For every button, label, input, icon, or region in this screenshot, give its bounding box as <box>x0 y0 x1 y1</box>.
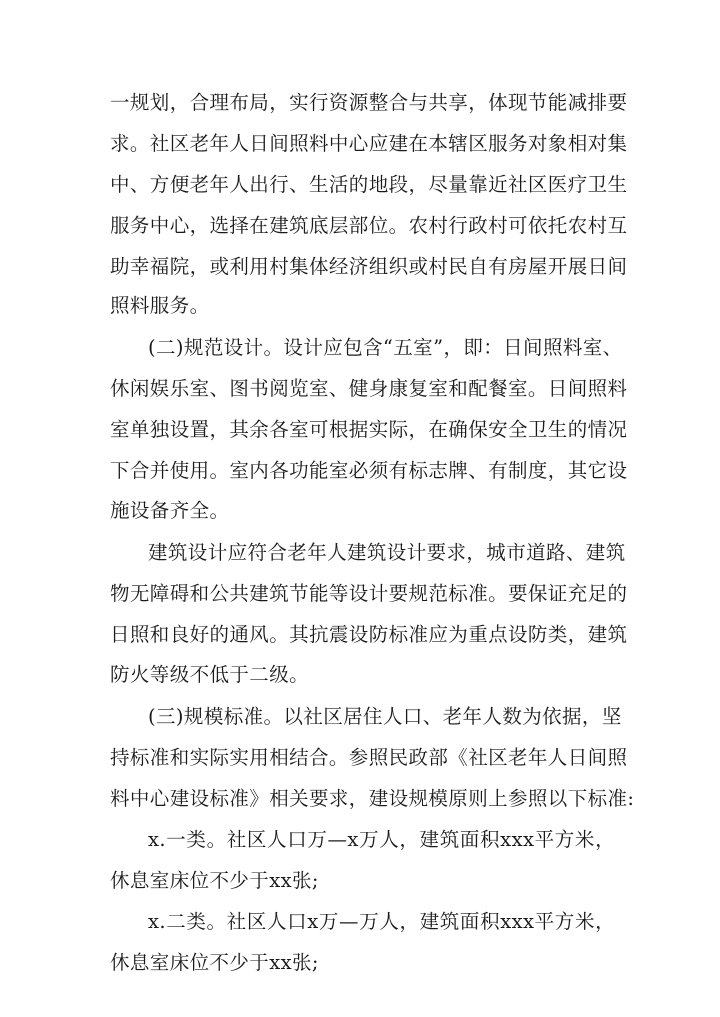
text-line: 一规划，合理布局，实行资源整合与共享，体现节能减排要 <box>110 91 628 114</box>
text-line: 下合并使用。室内各功能室必须有标志牌、有制度，其它设 <box>110 459 628 482</box>
text-line: 中、方便老年人出行、生活的地段，尽量靠近社区医疗卫生 <box>110 173 628 196</box>
paragraph-first-line: 建筑设计应符合老年人建筑设计要求，城市道路、建筑 <box>148 541 626 564</box>
section-heading-line: (三)规模标准。以社区居住人口、老年人数为依据，坚 <box>148 705 622 728</box>
list-item-line: x.二类。社区人口x万—万人，建筑面积xxx平方米， <box>148 910 615 933</box>
text-line: 休闲娱乐室、图书阅览室、健身康复室和配餐室。日间照料 <box>110 377 628 400</box>
text-line: 照料服务。 <box>110 294 210 317</box>
text-line: 日照和良好的通风。其抗震设防标准应为重点设防类，建筑 <box>110 623 628 646</box>
section-heading-line: (二)规范设计。设计应包含“五室”，即：日间照料室、 <box>148 336 623 359</box>
text-line: 助幸福院，或利用村集体经济组织或村民自有房屋开展日间 <box>110 255 628 278</box>
text-line: 休息室床位不少于xx张; <box>110 869 319 892</box>
text-line: 物无障碍和公共建筑节能等设计要规范标准。要保证充足的 <box>110 582 628 605</box>
text-line: 持标准和实际实用相结合。参照民政部《社区老年人日间照 <box>110 746 628 769</box>
text-line: 服务中心，选择在建筑底层部位。农村行政村可依托农村互 <box>110 214 628 237</box>
text-line: 料中心建设标准》相关要求，建设规模原则上参照以下标准: <box>110 787 635 810</box>
text-line: 休息室床位不少于xx张; <box>110 951 319 974</box>
text-line: 防火等级不低于二级。 <box>110 663 310 686</box>
text-line: 求。社区老年人日间照料中心应建在本辖区服务对象相对集 <box>110 132 628 155</box>
text-line: 室单独设置，其余各室可根据实际，在确保安全卫生的情况 <box>110 418 628 441</box>
text-line: 施设备齐全。 <box>110 499 230 522</box>
list-item-line: x.一类。社区人口万—x万人，建筑面积xxx平方米， <box>148 828 615 851</box>
